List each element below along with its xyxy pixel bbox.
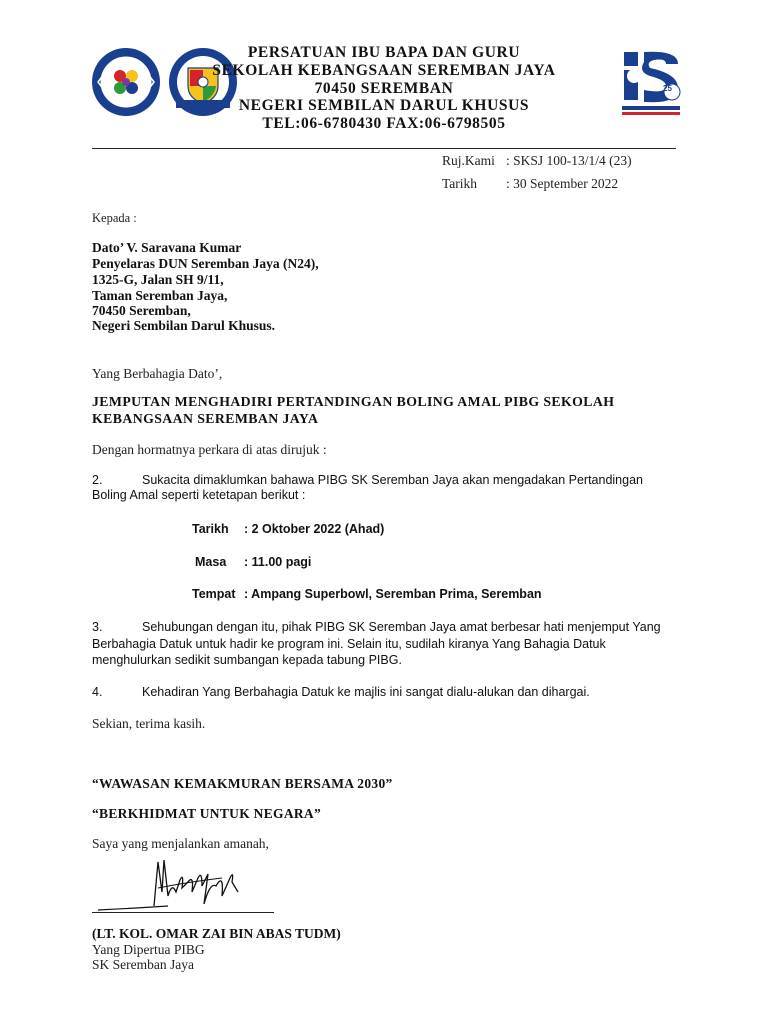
- subject-line-1: JEMPUTAN MENGHADIRI PERTANDINGAN BOLING AMAL PIBG SEKOLAH: [92, 394, 615, 409]
- closing-line: Sekian, terima kasih.: [92, 716, 206, 731]
- signature-line: [92, 912, 274, 913]
- salutation: Yang Berbahagia Dato’,: [92, 366, 223, 381]
- letterhead-line-1: PERSATUAN IBU BAPA DAN GURU: [247, 44, 521, 61]
- letterhead-line-3: 70450 SEREMBAN: [314, 80, 454, 97]
- para-2-number: 2.: [92, 473, 103, 487]
- signatory-title: Yang Dipertua PIBG: [92, 942, 205, 957]
- kepada-label: Kepada :: [92, 211, 137, 225]
- para-3-number: 3.: [92, 620, 103, 634]
- para-2-text-1: Sukacita dimaklumkan bahawa PIBG SK Seremban Jaya akan mengadakan Pertandingan: [142, 473, 643, 487]
- letter-date: [442, 176, 618, 192]
- amanah-line: Saya yang menjalankan amanah,: [92, 836, 269, 851]
- detail-tarikh-label: Tarikh: [192, 522, 229, 536]
- ruj-value: : SKSJ 100-13/1/4 (23): [506, 153, 632, 168]
- reference-number: [442, 153, 632, 169]
- signatory-org: SK Seremban Jaya: [92, 957, 194, 972]
- date-label: Tarikh: [442, 176, 478, 191]
- para-3-text-1: Sehubungan dengan itu, pihak PIBG SK Seremban Jaya amat berbesar hati menjemput Yang: [142, 620, 661, 634]
- detail-masa-value: : 11.00 pagi: [244, 555, 312, 569]
- program-logo-number: 25: [663, 84, 672, 93]
- letterhead-line-2: SEKOLAH KEBANGSAAN SEREMBAN JAYA: [212, 62, 556, 79]
- motto-berkhidmat: “BERKHIDMAT UNTUK NEGARA”: [92, 806, 322, 821]
- ruj-label: Ruj.Kami: [442, 153, 495, 168]
- detail-tempat-label: Tempat: [192, 587, 236, 601]
- para-4-text-1: Kehadiran Yang Berbahagia Datuk ke majlis ini sangat dialu-alukan dan dihargai.: [142, 685, 590, 699]
- signatory-name: (LT. KOL. OMAR ZAI BIN ABAS TUDM): [92, 926, 341, 941]
- para-3-line-3: menghulurkan sedikit sumbangan kepada tabung PIBG.: [92, 653, 402, 667]
- letterhead-line-5: TEL:06-6780430 FAX:06-6798505: [262, 115, 506, 132]
- subject-line-2: KEBANGSAAN SEREMBAN JAYA: [92, 411, 319, 426]
- detail-masa-label: Masa: [195, 555, 227, 569]
- recipient-line-2: Penyelaras DUN Seremban Jaya (N24),: [92, 256, 319, 271]
- detail-tarikh: [192, 522, 384, 536]
- para-2-line-2: Boling Amal seperti ketetapan berikut :: [92, 488, 306, 502]
- date-value: : 30 September 2022: [506, 176, 619, 191]
- detail-masa: [195, 555, 311, 569]
- detail-tarikh-value: : 2 Oktober 2022 (Ahad): [244, 522, 385, 536]
- para-3-line-1: [92, 620, 661, 634]
- detail-tempat-value: : Ampang Superbowl, Seremban Prima, Seremban: [244, 587, 542, 601]
- detail-tempat: [192, 587, 542, 601]
- opening-line: Dengan hormatnya perkara di atas dirujuk :: [92, 442, 327, 457]
- letterhead-line-4: NEGERI SEMBILAN DARUL KHUSUS: [238, 97, 530, 114]
- recipient-line-6: Negeri Sembilan Darul Khusus.: [92, 318, 276, 333]
- recipient-line-4: Taman Seremban Jaya,: [92, 288, 228, 303]
- para-4-number: 4.: [92, 685, 103, 699]
- para-4-line-1: [92, 685, 590, 699]
- recipient-line-5: 70450 Seremban,: [92, 303, 191, 318]
- recipient-line-1: Dato’ V. Saravana Kumar: [92, 240, 242, 255]
- para-2-line-1: [92, 473, 643, 487]
- para-3-line-2: Berbahagia Datuk untuk hadir ke program ini. Selain itu, sudilah kiranya Yang Bahagia Datuk: [92, 637, 606, 651]
- letterhead-divider: [92, 148, 676, 149]
- motto-wawasan: “WAWASAN KEMAKMURAN BERSAMA 2030”: [92, 776, 393, 791]
- recipient-line-3: 1325-G, Jalan SH 9/11,: [92, 272, 224, 287]
